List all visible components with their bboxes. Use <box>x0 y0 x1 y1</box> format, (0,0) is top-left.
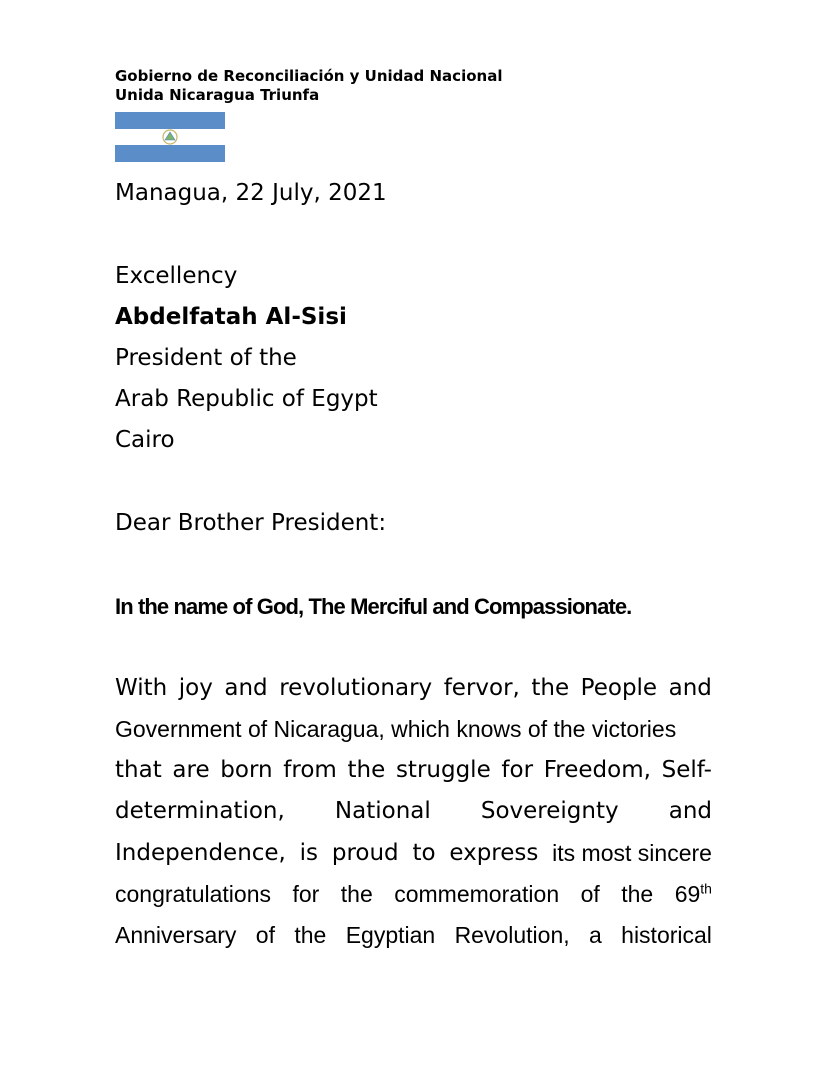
body-word: congratulations <box>115 881 271 907</box>
body-word: National <box>334 798 431 824</box>
body-line <box>115 879 712 909</box>
body-word: a <box>589 922 602 948</box>
body-word: from <box>283 757 337 783</box>
body-word: the <box>294 922 327 948</box>
body-word: joy <box>178 675 213 701</box>
body-word: commemoration <box>394 881 560 907</box>
body-word: Egyptian <box>345 922 436 948</box>
body-word: fervor, <box>443 675 520 701</box>
body-line <box>115 714 712 744</box>
letterhead <box>115 67 502 105</box>
body-word: Freedom, <box>543 757 651 783</box>
body-word: that <box>115 757 162 783</box>
body-word: revolutionary <box>279 675 433 701</box>
body-line <box>115 796 712 826</box>
body-word: Anniversary <box>115 922 237 948</box>
body-line <box>115 920 712 950</box>
body-word: for <box>292 881 320 907</box>
letterhead-government-name: Gobierno de Reconciliación y Unidad Nacional <box>115 67 503 85</box>
body-word: the <box>347 757 386 783</box>
ordinal-number: 69 <box>674 881 701 907</box>
body-line <box>115 673 712 703</box>
body-word: and <box>668 675 712 701</box>
body-word: for <box>501 757 534 783</box>
greeting: Dear Brother President: <box>115 510 387 536</box>
body-word: express <box>449 840 539 866</box>
body-word: Self- <box>661 757 712 783</box>
recipient-salutation-title: Excellency <box>115 263 238 289</box>
recipient-city: Cairo <box>115 427 175 453</box>
ordinal-suffix: th <box>700 880 712 897</box>
recipient-role-line-1: President of the <box>115 345 297 371</box>
recipient-name: Abdelfatah Al-Sisi <box>115 304 347 330</box>
body-word: Revolution, <box>454 922 570 948</box>
body-word: of <box>255 922 275 948</box>
body-word: Independence, <box>115 840 286 866</box>
body-word: of <box>580 881 600 907</box>
body-word: the <box>340 881 373 907</box>
body-word-with-ordinal <box>675 879 712 909</box>
body-word: historical <box>621 922 712 948</box>
body-word: struggle <box>395 757 491 783</box>
body-line <box>115 838 712 868</box>
body-word: proud <box>331 840 399 866</box>
body-word: the <box>621 881 654 907</box>
body-word: and <box>224 675 268 701</box>
body-word: is <box>299 840 319 866</box>
body-line <box>115 755 712 785</box>
recipient-role-line-2: Arab Republic of Egypt <box>115 386 378 412</box>
nicaragua-flag-icon <box>115 112 225 162</box>
body-word: Sovereignty <box>480 798 619 824</box>
body-word: Government of Nicaragua, which knows of the victories <box>115 716 677 742</box>
date-line: Managua, 22 July, 2021 <box>115 180 387 206</box>
body-word: People <box>580 675 658 701</box>
body-word: and <box>668 798 712 824</box>
basmala-heading: In the name of God, The Merciful and Compassionate. <box>115 594 632 619</box>
body-word: determination, <box>115 798 285 824</box>
body-word: are <box>172 757 210 783</box>
body-word: the <box>531 675 570 701</box>
body-word: to <box>412 840 436 866</box>
letterhead-slogan: Unida Nicaragua Triunfa <box>115 86 320 104</box>
body-word: With <box>115 675 168 701</box>
body-word: born <box>220 757 273 783</box>
body-word: its most sincere <box>552 840 712 866</box>
